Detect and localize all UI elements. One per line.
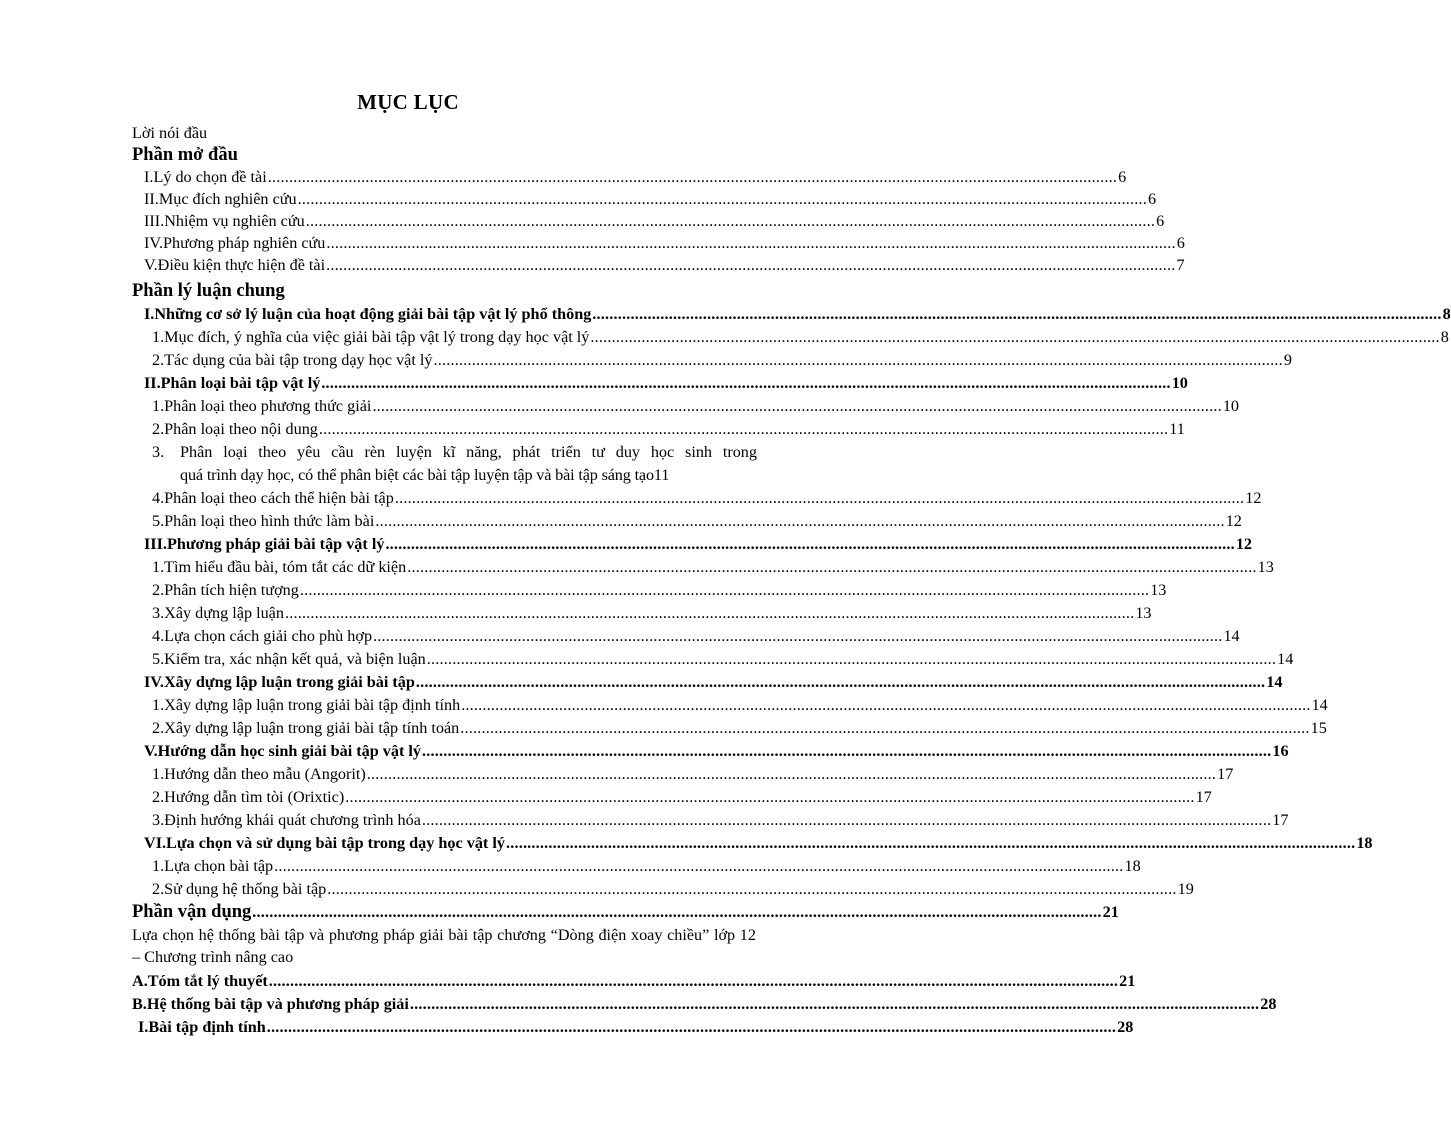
toc-entry[interactable] [0,166,1127,188]
toc-entry[interactable] [0,809,1289,831]
toc-entry[interactable] [0,786,1212,808]
dot-leader: ........................................................................................................................................................................................................ [373,627,1223,645]
toc-entry[interactable] [0,188,1157,210]
toc-entry-label: Tác dụng của bài tập trong dạy học vật lý [164,351,433,369]
toc-section[interactable] [0,372,1188,394]
toc-section-page: 18 [1356,834,1373,852]
dot-leader: ........................................................................................................................................................................................................ [505,834,1356,852]
toc-entry-number: 5. [152,650,165,668]
toc-entry-page: 11 [653,466,670,484]
toc-entry-number: 1. [152,857,165,875]
toc-entry-label: Phân loại theo phương thức giải [164,397,372,415]
dot-leader: ........................................................................................................................................................................................................ [409,995,1260,1013]
toc-entry-label: Định hướng khái quát chương trình hóa [164,811,421,829]
part-heading [0,280,816,302]
part3-heading: Phần vận dụng [132,902,252,922]
toc-entry-page: 13 [1150,581,1167,599]
toc-entry-label: Phân tích hiện tượng [164,581,299,599]
toc-entry-page: 14 [1277,650,1294,668]
toc-section[interactable] [0,533,1252,555]
toc-section-number: B. [132,995,147,1013]
toc-entry-number: 3. [152,443,165,461]
toc-entry-page: 7 [1176,256,1185,274]
toc-entry-label: Phân loại theo nội dung [164,420,318,438]
toc-entry-page: 13 [1257,558,1274,576]
toc-entry[interactable] [0,694,1328,716]
toc-entry-label: Hướng dẫn tìm tòi (Orixtic) [164,788,345,806]
toc-entry[interactable] [0,395,1239,417]
part1-heading: Phần mở đầu [132,145,238,165]
toc-entry-number: V. [144,256,158,274]
toc-section-page: 14 [1266,673,1283,691]
dot-leader: ........................................................................................................................................................................................................ [385,535,1235,553]
dot-leader: ........................................................................................................................................................................................................ [426,650,1277,668]
toc-entry-number: IV. [144,234,164,252]
toc-section-number: A. [132,972,148,990]
toc-entry-number: I. [144,168,154,186]
toc-entry-label: Tìm hiểu đầu bài, tóm tắt các dữ kiện [164,558,407,576]
dot-leader: ........................................................................................................................................................................................................ [284,604,1135,622]
toc-entry-page: 9 [1283,351,1292,369]
toc-entry[interactable] [0,556,1274,578]
toc-section-label: Hướng dẫn học sinh giải bài tập vật lý [157,742,422,760]
toc-entry-label: Nhiệm vụ nghiên cứu [164,212,305,230]
toc-section-page: 28 [1117,1018,1134,1036]
toc-entry[interactable] [0,210,1165,232]
toc-section[interactable] [0,671,1283,693]
toc-entry-number: 3. [152,811,165,829]
toc-section-page: 16 [1272,742,1289,760]
dot-leader: ........................................................................................................................................................................................................ [274,857,1124,875]
part-heading [0,144,816,166]
dot-leader: ........................................................................................................................................................................................................ [267,168,1118,186]
toc-entry-page: 6 [1156,212,1165,230]
dot-leader: ........................................................................................................................................................................................................ [318,420,1169,438]
dot-leader: ........................................................................................................................................................................................................ [297,190,1147,208]
dot-leader: ........................................................................................................................................................................................................ [407,558,1257,576]
toc-entry-label: Phương pháp nghiên cứu [163,234,326,252]
toc-entry[interactable] [0,855,1141,877]
toc-entry-page: 12 [1245,489,1262,507]
toc-entry-page: 14 [1223,627,1240,645]
toc-entry-number: 4. [152,627,165,645]
toc-entry-label: Điều kiện thực hiện đề tài [157,256,326,274]
toc-entry-number: 1. [152,397,165,415]
toc-entry-page: 6 [1176,234,1185,252]
toc-entry[interactable] [0,717,1327,739]
toc-entry-page: 17 [1217,765,1234,783]
toc-entry-label: Xây dựng lập luận trong giải bài tập tính toán [164,719,460,737]
toc-entry[interactable] [0,232,1185,254]
dot-leader: ........................................................................................................................................................................................................ [422,742,1272,760]
toc-entry-page: 17 [1195,788,1212,806]
dot-leader: ........................................................................................................................................................................................................ [299,581,1150,599]
toc-entry-multiline[interactable] [0,441,816,463]
toc-section-label: Phân loại bài tập vật lý [160,374,321,392]
toc-entry[interactable] [0,418,1185,440]
toc-entry-page: 10 [1222,397,1239,415]
toc-entry[interactable] [0,510,1242,532]
toc-section[interactable] [0,1016,1134,1038]
toc-intro [0,122,816,144]
toc-section[interactable] [0,970,1136,992]
toc-section-number: IV. [144,673,164,691]
toc-section-page: 21 [1119,972,1136,990]
toc-entry-page: 8 [1440,328,1449,346]
toc-entry-page: 14 [1311,696,1328,714]
page-title: MỤC LỤC [357,90,459,114]
dot-leader: ........................................................................................................................................................................................................ [252,903,1102,921]
toc-entry-label: Xây dựng lập luận [164,604,284,622]
toc-entry-page: 18 [1124,857,1141,875]
toc-section-number: VI. [144,834,167,852]
toc-entry-page: 6 [1148,190,1157,208]
toc-entry-number: 2. [152,420,165,438]
toc-entry-page: 17 [1272,811,1289,829]
toc-entry[interactable] [0,326,1449,348]
toc-entry-label: Lựa chọn cách giải cho phù hợp [164,627,373,645]
toc-entry-label: Xây dựng lập luận trong giải bài tập định tính [164,696,461,714]
toc-entry[interactable] [0,878,1194,900]
toc-entry-number: 2. [152,880,165,898]
toc-section-number: I. [138,1018,149,1036]
dot-leader: ........................................................................................................................................................................................................ [421,811,1272,829]
dot-leader: ........................................................................................................................................................................................................ [592,305,1442,323]
toc-section[interactable] [0,832,1373,854]
toc-entry-page: 6 [1118,168,1127,186]
toc-entry-number: 2. [152,788,165,806]
toc-entry-number: 2. [152,719,165,737]
toc-entry[interactable] [0,579,1167,601]
toc-section-page: 28 [1260,995,1277,1013]
dot-leader: ........................................................................................................................................................................................................ [433,351,1283,369]
toc-entry-number: II. [144,190,159,208]
toc-entry-label: Mục đích nghiên cứu [158,190,297,208]
toc-entry-label: Lựa chọn bài tập [164,857,274,875]
dot-leader: ........................................................................................................................................................................................................ [394,489,1245,507]
dot-leader: ........................................................................................................................................................................................................ [327,880,1177,898]
toc-entry-label-line2: quá trình dạy học, có thể phân biệt các bài tập luyện tập và bài tập sáng tạo [180,466,654,484]
toc-section-number: I. [144,305,155,323]
dot-leader: ........................................................................................................................................................................................................ [305,212,1156,230]
toc-entry[interactable] [0,625,1240,647]
toc-section-number: II. [144,374,161,392]
toc-entry[interactable] [0,349,1292,371]
toc-section[interactable] [0,740,1289,762]
dot-leader: ........................................................................................................................................................................................................ [375,512,1225,530]
toc-section-label: Phương pháp giải bài tập vật lý [166,535,385,553]
toc-section-label: Xây dựng lập luận trong giải bài tập [163,673,415,691]
dot-leader: ........................................................................................................................................................................................................ [415,673,1266,691]
toc-section[interactable] [0,993,1277,1015]
toc-entry-number: 2. [152,351,165,369]
toc-entry[interactable] [0,602,1152,624]
toc-entry-number: 1. [152,696,165,714]
toc-entry-number: 3. [152,604,165,622]
toc-entry-number: 1. [152,765,165,783]
toc-entry-number: 1. [152,328,165,346]
toc-entry-number: 4. [152,489,165,507]
toc-entry[interactable] [0,487,1262,509]
toc-entry-label: Kiểm tra, xác nhận kết quả, và biện luận [164,650,426,668]
part-heading[interactable] [0,901,1119,923]
toc-section-page: 21 [1102,903,1119,921]
dot-leader: ........................................................................................................................................................................................................ [461,696,1311,714]
toc-entry-page: 13 [1135,604,1152,622]
part3-description: Lựa chọn hệ thống bài tập và phương pháp giải bài tập chương “Dòng điện xoay chiều” lớp 12 – Chương trình nâng cao [132,926,756,966]
dot-leader: ........................................................................................................................................................................................................ [326,234,1176,252]
toc-entry-page: 19 [1177,880,1194,898]
dot-leader: ........................................................................................................................................................................................................ [345,788,1195,806]
toc-entry-number: III. [144,212,165,230]
toc-entry-label: Sử dụng hệ thống bài tập [164,880,327,898]
dot-leader: ........................................................................................................................................................................................................ [372,397,1222,415]
dot-leader: ........................................................................................................................................................................................................ [590,328,1440,346]
toc-entry-page: 11 [1169,420,1185,438]
toc-entry-number: 5. [152,512,165,530]
toc-intro-label: Lời nói đầu [132,124,208,142]
toc-entry[interactable] [0,254,1185,276]
toc-section-page: 8 [1442,305,1451,323]
toc-entry-label: Lý do chọn đề tài [153,168,267,186]
dot-leader: ........................................................................................................................................................................................................ [460,719,1310,737]
toc-section-label: Những cơ sở lý luận của hoạt động giải bài tập vật lý phổ thông [154,305,592,323]
toc-entry-number: 2. [152,581,165,599]
toc-entry-label: Hướng dẫn theo mẫu (Angorit) [164,765,366,783]
toc-entry-label-line1: Phân loại theo yêu cầu rèn luyện kĩ năng, phát triển tư duy học sinh trong [180,443,757,461]
toc-entry[interactable] [0,763,1234,785]
toc-section-page: 10 [1171,374,1188,392]
toc-entry[interactable] [0,648,1294,670]
toc-entry-label: Phân loại theo hình thức làm bài [164,512,375,530]
dot-leader: ........................................................................................................................................................................................................ [268,972,1119,990]
toc-section-label: Bài tập định tính [148,1018,266,1036]
toc-entry-label: Phân loại theo cách thể hiện bài tập [164,489,394,507]
toc-section-label: Hệ thống bài tập và phương pháp giải [146,995,409,1013]
dot-leader: ........................................................................................................................................................................................................ [266,1018,1117,1036]
dot-leader: ........................................................................................................................................................................................................ [326,256,1176,274]
toc-section-page: 12 [1235,535,1252,553]
dot-leader: ........................................................................................................................................................................................................ [321,374,1171,392]
part2-heading: Phần lý luận chung [132,281,285,301]
toc-section[interactable] [0,303,1451,325]
toc-section-label: Lựa chọn và sử dụng bài tập trong dạy học vật lý [166,834,505,852]
toc-entry-number: 1. [152,558,165,576]
toc-entry-continuation[interactable] [0,464,816,486]
toc-entry-label: Mục đích, ý nghĩa của việc giải bài tập vật lý trong dạy học vật lý [164,328,590,346]
toc-section-label: Tóm tắt lý thuyết [147,972,268,990]
toc-section-number: III. [144,535,167,553]
toc-entry-page: 12 [1225,512,1242,530]
toc-section-number: V. [144,742,158,760]
dot-leader: ........................................................................................................................................................................................................ [366,765,1217,783]
toc-entry-page: 15 [1310,719,1327,737]
